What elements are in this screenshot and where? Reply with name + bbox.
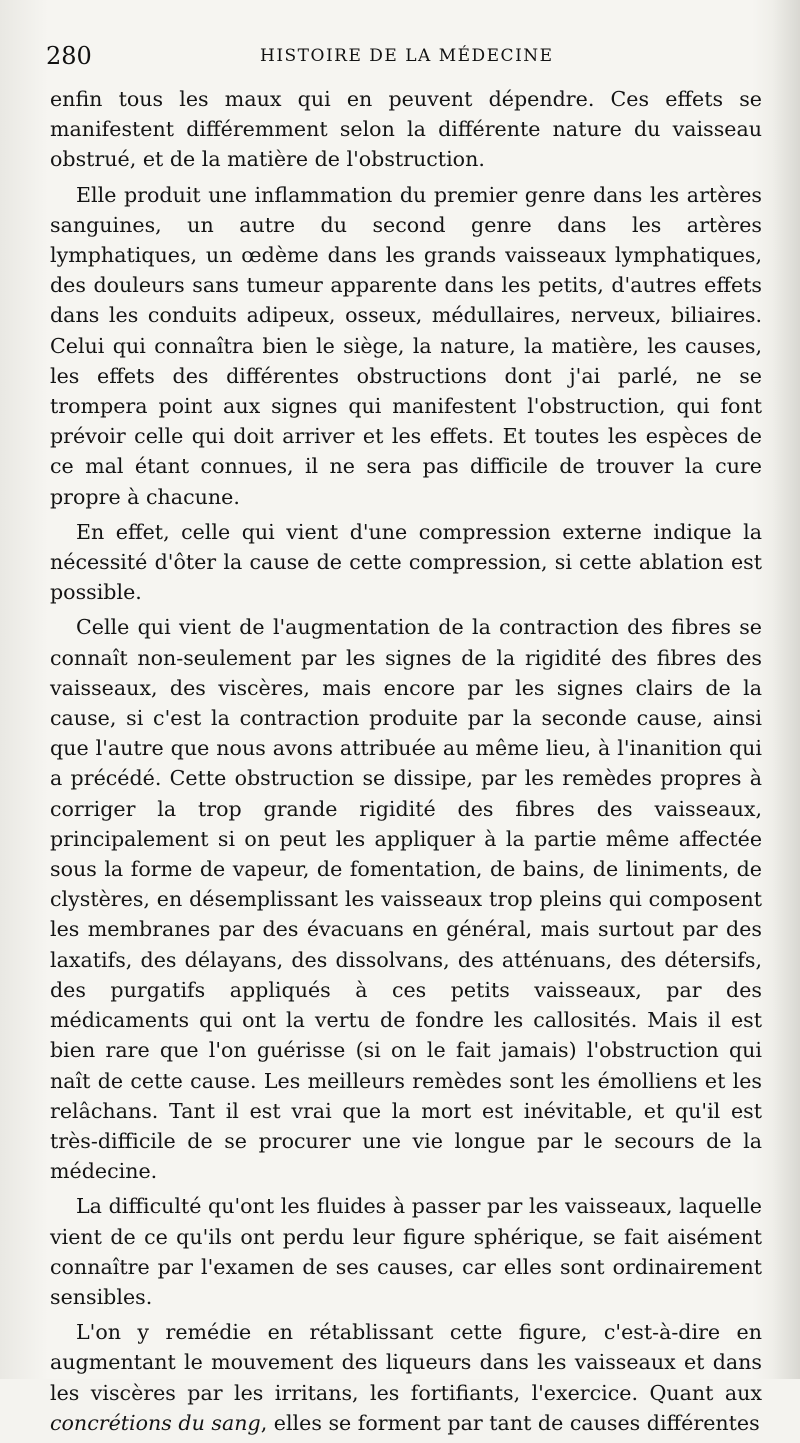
paragraph-6-text-before: L'on y remédie en rétablissant cette figure, c'est-à-dire en augmentant le mouvement des liqueurs dans les vaisseaux et dans les viscères par les irritans, les fortifiants, l'exercice. Quant aux xyxy=(50,1320,762,1405)
paragraph-3: En effet, celle qui vient d'une compression externe indique la nécessité d'ôter la cause de cette compression, si cette ablation est possible. xyxy=(50,519,762,605)
page-number: 280 xyxy=(46,42,92,70)
paragraph-6-italic-term: concrétions du sang xyxy=(50,1410,261,1435)
paragraph-6 xyxy=(50,1317,762,1438)
paragraph-6-text-after: , elles se forment par tant de causes différentes xyxy=(260,1410,760,1435)
page-header xyxy=(46,38,762,78)
paragraph-5: La difficulté qu'ont les fluides à passer par les vaisseaux, laquelle vient de ce qu'ils ont perdu leur figure sphérique, se fait aisément connaître par l'examen de ses causes, car elles sont ordinairement sensibles. xyxy=(50,1194,762,1309)
page-gutter-shadow xyxy=(772,0,800,1379)
paragraph-4: Celle qui vient de l'augmentation de la contraction des fibres se connaît non-seulement par les signes de la rigidité des fibres des vaisseaux, des viscères, mais encore par les signes clairs de la cause, si c'est la contraction produite par la seconde cause, ainsi que l'autre que nous avons attribuée au même lieu, à l'inanition qui a précédé. Cette obstruction se dissipe, par les remèdes propres à corriger la trop grande rigidité des fibres des vaisseaux, principalement si on peut les appliquer à la partie même affectée sous la forme de vapeur, de fomentation, de bains, de liniments, de clystères, en désemplissant les vaisseaux trop pleins qui composent les membranes par des évacuans en général, mais surtout par des laxatifs, des délayans, des dissolvans, des atténuans, des détersifs, des purgatifs appliqués à ces petits vaisseaux, par des médicaments qui ont la vertu de fondre les callosités. Mais il est bien rare que l'on guérisse (si on le fait jamais) l'obstruction qui naît de cette cause. Les meilleurs remèdes sont les émolliens et les relâchans. Tant il est vrai que la mort est inévitable, et qu'il est très-difficile de se procurer une vie longue par le secours de la médecine. xyxy=(50,615,762,1184)
paragraph-1: enfin tous les maux qui en peuvent dépendre. Ces effets se manifestent différemment selon la différente nature du vaisseau obstrué, et de la matière de l'obstruction. xyxy=(50,87,762,172)
body-text xyxy=(50,84,762,1443)
running-title: HISTOIRE DE LA MÉDECINE xyxy=(260,46,554,66)
paragraph-2: Elle produit une inflammation du premier genre dans les artères sanguines, un autre du second genre dans les artères lymphatiques, un œdème dans les grands vaisseaux lymphatiques, des douleurs sans tumeur apparente dans les petits, d'autres effets dans les conduits adipeux, osseux, médullaires, nerveux, biliaires. Celui qui connaîtra bien le siège, la nature, la matière, les causes, les effets des différentes obstructions dont j'ai parlé, ne se trompera point aux signes qui manifestent l'obstruction, qui font prévoir celle qui doit arriver et les effets. Et toutes les espèces de ce mal étant connues, il ne sera pas difficile de trouver la cure propre à chacune. xyxy=(50,182,762,509)
